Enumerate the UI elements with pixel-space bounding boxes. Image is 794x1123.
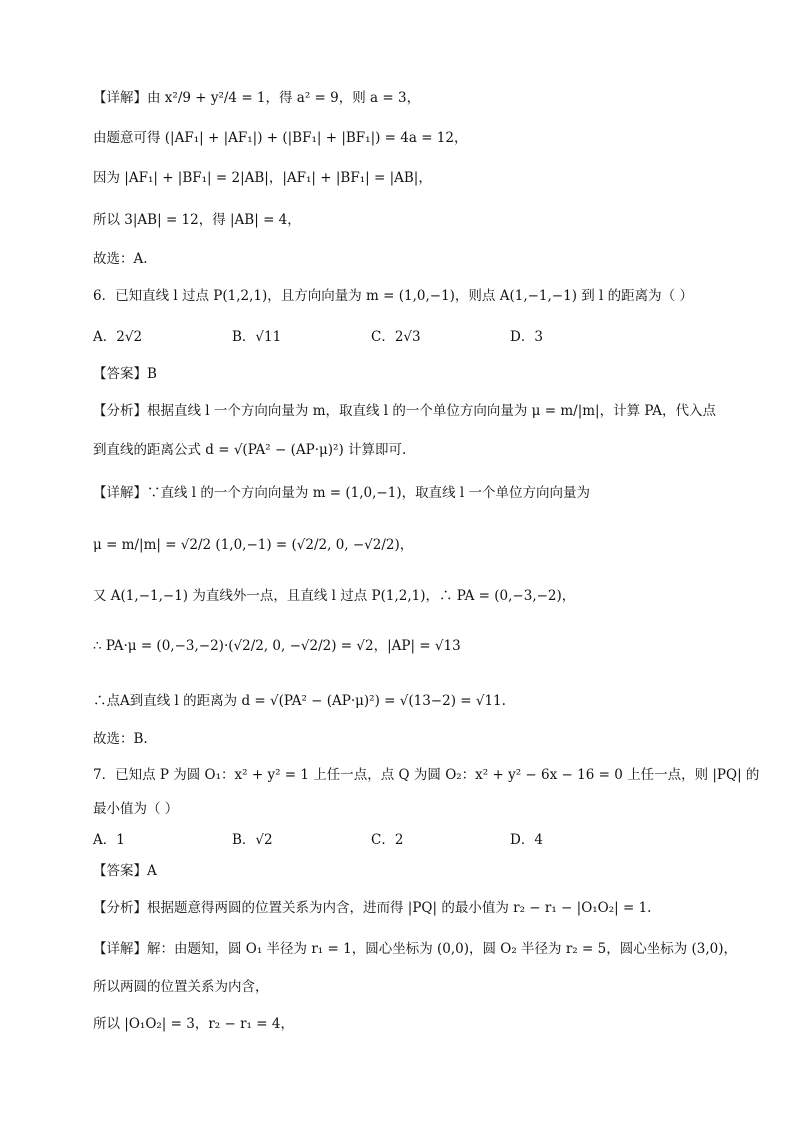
option-c: C．2 xyxy=(371,832,404,848)
analysis-line: 【分析】根据直线 l 一个方向向量为 m，取直线 l 的一个单位方向向量为 μ = m/|m|，计算 PA，代入点 xyxy=(93,403,716,419)
answer-line: 【答案】A xyxy=(93,863,157,879)
question-7-stem: 7．已知点 P 为圆 O₁：x² + y² = 1 上任一点，点 Q 为圆 O₂：x² + y² − 6x − 16 = 0 上任一点，则 |PQ| 的 xyxy=(93,767,760,783)
question-7-options xyxy=(93,830,649,850)
text-line: 所以两圆的位置关系为内含， xyxy=(93,979,269,995)
option-d: D．3 xyxy=(510,329,543,345)
text-line: 又 A(1,−1,−1) 为直线外一点，且直线 l 过点 P(1,2,1)，∴ PA = (0,−3,−2)， xyxy=(93,588,576,604)
formula-line: μ = m/|m| = √2/2 (1,0,−1) = (√2/2, 0, −√2/2)， xyxy=(93,537,414,553)
question-6-stem: 6．已知直线 l 过点 P(1,2,1)，且方向向量为 m = (1,0,−1)，则点 A(1,−1,−1) 到 l 的距离为（ ） xyxy=(93,288,693,304)
option-c: C．2√3 xyxy=(371,329,421,345)
option-a: A．2√2 xyxy=(93,329,143,345)
question-6-options xyxy=(93,327,649,347)
answer-line: 【答案】B xyxy=(93,366,157,382)
text-line: 所以 3|AB| = 12，得 |AB| = 4， xyxy=(93,212,301,228)
formula-line: ∴点A到直线 l 的距离为 d = √(PA² − (AP·μ)²) = √(13−2) = √11. xyxy=(93,693,506,709)
text-line: 由题意可得 (|AF₁| + |AF₁|) + (|BF₁| + |BF₁|) = 4a = 12， xyxy=(93,130,468,146)
analysis-line: 【分析】根据题意得两圆的位置关系为内含，进而得 |PQ| 的最小值为 r₂ − r₁ − |O₁O₂| = 1. xyxy=(93,900,652,916)
option-b: B．√2 xyxy=(232,832,273,848)
solution-detail-line: 【详解】解：由题知，圆 O₁ 半径为 r₁ = 1，圆心坐标为 (0,0)，圆 O₂ 半径为 r₂ = 5，圆心坐标为 (3,0)， xyxy=(93,941,737,957)
option-a: A．1 xyxy=(93,832,125,848)
solution-detail-line: 【详解】∵直线 l 的一个方向向量为 m = (1,0,−1)，取直线 l 一个单位方向向量为 xyxy=(93,485,590,501)
text-line: 到直线的距离公式 d = √(PA² − (AP·μ)²) 计算即可. xyxy=(93,442,407,458)
option-b: B．√11 xyxy=(232,329,282,345)
solution-detail-line: 【详解】由 x²/9 + y²/4 = 1，得 a² = 9，则 a = 3， xyxy=(93,90,421,106)
text-line: 所以 |O₁O₂| = 3，r₂ − r₁ = 4， xyxy=(93,1016,294,1032)
formula-line: ∴ PA·μ = (0,−3,−2)·(√2/2, 0, −√2/2) = √2，|AP| = √13 xyxy=(93,638,461,654)
question-7-stem-cont: 最小值为（ ） xyxy=(93,801,179,817)
answer-choice-line: 故选：A. xyxy=(93,251,148,267)
answer-choice-line: 故选：B. xyxy=(93,731,148,747)
text-line: 因为 |AF₁| + |BF₁| = 2|AB|，|AF₁| + |BF₁| = |AB|， xyxy=(93,170,432,186)
option-d: D．4 xyxy=(510,832,543,848)
